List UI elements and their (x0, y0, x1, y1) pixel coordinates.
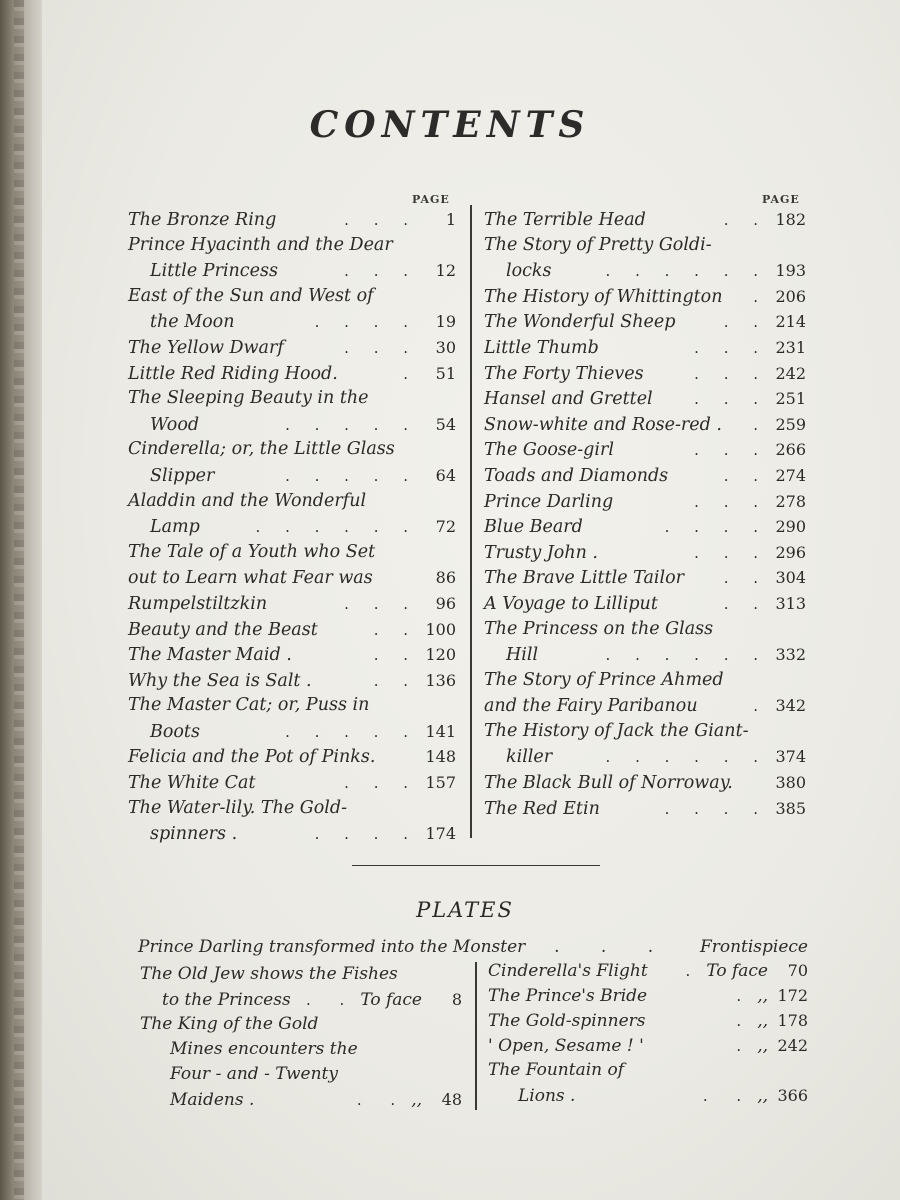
dot-leader: . . . . (314, 313, 418, 332)
toc-title-text: Blue Beard (484, 517, 583, 538)
toc-line (128, 565, 456, 591)
plate-line (140, 962, 462, 987)
dot-leader: . . . (344, 774, 418, 793)
toc-line (484, 412, 806, 438)
toc-right-entry (484, 514, 806, 540)
page-number: 64 (435, 465, 456, 485)
dot-leader: . (736, 1012, 754, 1030)
worn-binding-edge (14, 0, 24, 1200)
contents-title: CONTENTS (309, 104, 591, 146)
page-number: 278 (775, 491, 806, 511)
toc-left-entry (128, 233, 456, 284)
to-face-label: ,, (757, 1086, 768, 1106)
page-number: 332 (775, 645, 806, 665)
plate-line (488, 1083, 808, 1108)
toc-title-text: killer (506, 747, 553, 768)
dot-leader: . (753, 697, 768, 716)
page-number: 304 (775, 568, 806, 588)
page-number: 48 (441, 1090, 462, 1109)
page-number: 8 (451, 990, 462, 1009)
toc-line (128, 693, 456, 719)
plates-left-entry (140, 962, 462, 1012)
plate-line (488, 1008, 808, 1033)
toc-line (128, 284, 456, 310)
to-face-label: To face (360, 990, 422, 1010)
page-number: 172 (777, 986, 808, 1005)
dot-leader: . . . (344, 262, 418, 281)
page-number: 136 (425, 670, 456, 690)
dot-leader: . (753, 287, 768, 306)
toc-title-text: Toads and Diamonds (484, 465, 669, 486)
toc-line (128, 642, 456, 668)
toc-left-entry (128, 284, 456, 335)
toc-line (128, 412, 456, 438)
toc-title-text: The Yellow Dwarf (128, 337, 284, 358)
dot-leader: . (753, 415, 768, 434)
page-number: 19 (435, 312, 456, 332)
section-rule (352, 865, 600, 866)
dot-leader: . . (723, 211, 768, 229)
dot-leader: . . . . . . (605, 262, 768, 281)
toc-line (128, 540, 456, 566)
toc-left-entry (128, 796, 456, 847)
page-number: 100 (425, 619, 456, 639)
page-number: 54 (435, 414, 456, 434)
page-number: 182 (775, 210, 806, 229)
toc-right-entry (484, 463, 806, 489)
toc-left-entry (128, 668, 456, 694)
toc-title-text: Prince Hyacinth and the Dear (128, 234, 393, 255)
plate-line (140, 1062, 462, 1087)
toc-left-entry (128, 642, 456, 668)
toc-title-text: Lamp (150, 517, 200, 538)
page-number: 259 (775, 414, 806, 434)
toc-right-entry (484, 489, 806, 515)
dot-leader: . . (373, 620, 418, 639)
toc-title-text: The Princess on the Glass (484, 618, 714, 639)
toc-line (484, 693, 806, 719)
toc-right-entry (484, 207, 806, 233)
toc-line (484, 463, 806, 489)
toc-title-text: Little Red Riding Hood. (128, 363, 338, 384)
plate-caption-text: Mines encounters the (170, 1039, 358, 1059)
page-number: 251 (775, 389, 806, 409)
toc-title-text: out to Learn what Fear was (128, 568, 373, 589)
toc-line (484, 591, 806, 617)
toc-line (484, 770, 806, 796)
toc-line (128, 309, 456, 335)
toc-line (128, 463, 456, 489)
page-number: 290 (775, 517, 806, 537)
page-number: 30 (435, 337, 456, 357)
toc-title-text: Wood (150, 414, 200, 435)
toc-title-text: Felicia and the Pot of Pinks. (128, 747, 376, 768)
plates-right-entry (488, 1058, 808, 1108)
page-number: 193 (775, 261, 806, 281)
toc-title-text: the Moon (150, 312, 235, 333)
plate-caption-text: The King of the Gold (140, 1014, 319, 1034)
toc-title-text: Aladdin and the Wonderful (128, 490, 367, 511)
toc-right-entry (484, 309, 806, 335)
toc-title-text: The Master Maid . (128, 645, 292, 666)
toc-line (128, 821, 456, 847)
plates-right-entry (488, 983, 808, 1008)
toc-title-text: The White Cat (128, 773, 256, 794)
dot-leader: . . . (694, 543, 768, 562)
to-face-label: To face (706, 961, 768, 981)
plates-right-entry (488, 1008, 808, 1033)
plate-caption-text: Four - and - Twenty (170, 1064, 338, 1084)
toc-title-text: Cinderella; or, the Little Glass (128, 439, 395, 460)
page-number: 231 (775, 337, 806, 357)
toc-title-text: The Brave Little Tailor (484, 568, 684, 589)
toc-line (484, 207, 806, 233)
toc-title-text: The Tale of a Youth who Set (128, 541, 376, 562)
toc-title-text: Snow-white and Rose-red . (484, 414, 722, 435)
frontispiece-caption: Prince Darling transformed into the Monster (138, 937, 526, 957)
dot-leader: . . . (344, 594, 418, 613)
toc-right-entry (484, 233, 806, 284)
dot-leader: . . . (694, 390, 768, 409)
toc-title-text: The Master Cat; or, Puss in (128, 695, 370, 716)
toc-line (128, 514, 456, 540)
toc-title-text: Prince Darling (484, 491, 614, 512)
to-face-label: ,, (757, 986, 768, 1006)
toc-title-text: and the Fairy Paribanou (484, 696, 698, 717)
toc-right-entry (484, 719, 806, 770)
toc-line (484, 284, 806, 310)
toc-title-text: The Goose-girl (484, 440, 614, 461)
toc-left-entry (128, 591, 456, 617)
dot-leader: . (403, 364, 418, 383)
dot-leader: . . . . . (285, 415, 418, 434)
toc-right-entry (484, 361, 806, 387)
toc-title-text: Little Thumb (484, 337, 599, 358)
toc-left-entry (128, 693, 456, 744)
toc-title-text: Slipper (150, 465, 215, 486)
toc-title-text: The Red Etin (484, 798, 600, 819)
to-face-label: ,, (757, 1011, 768, 1031)
toc-left-entry (128, 770, 456, 796)
plate-caption-text: to the Princess (162, 990, 291, 1010)
toc-title-text: The Wonderful Sheep (484, 312, 676, 333)
plate-caption-text: Lions . (518, 1086, 576, 1106)
toc-line (128, 386, 456, 412)
toc-title-text: The Black Bull of Norroway. (484, 773, 733, 794)
toc-title-text: Little Princess (150, 261, 278, 282)
page-number: 178 (777, 1011, 808, 1030)
plates-left-column (140, 962, 462, 1112)
page-header-left: PAGE (412, 193, 450, 206)
toc-title-text: The Sleeping Beauty in the (128, 388, 369, 409)
frontispiece-label: Frontispiece (699, 937, 808, 957)
toc-title-text: East of the Sun and West of (128, 285, 374, 306)
dot-leader: . . . . . . (605, 748, 768, 767)
toc-left-entry (128, 617, 456, 643)
dot-leader: . (685, 962, 703, 980)
dot-leader: . . (306, 991, 357, 1009)
toc-title-text: The History of Whittington (484, 286, 723, 307)
toc-line (484, 489, 806, 515)
plate-line (140, 1012, 462, 1037)
plate-line (140, 1087, 462, 1112)
toc-line (128, 719, 456, 745)
plate-line (488, 983, 808, 1008)
toc-line (484, 540, 806, 566)
plates-title: PLATES (416, 898, 514, 922)
dot-leader: . . . (694, 338, 768, 357)
plates-left-entry (140, 1012, 462, 1112)
page-number: 242 (775, 363, 806, 383)
toc-line (484, 668, 806, 694)
toc-left-entry (128, 361, 456, 387)
toc-right-column (484, 207, 806, 821)
dot-leader: . (736, 987, 754, 1005)
toc-left-entry (128, 489, 456, 540)
dot-leader: . . . (694, 364, 768, 383)
toc-right-entry (484, 335, 806, 361)
toc-left-entry (128, 744, 456, 770)
toc-line (128, 617, 456, 643)
dot-leader: . . . (344, 211, 418, 229)
dot-leader: . . (373, 671, 418, 690)
toc-title-text: spinners . (150, 824, 238, 845)
toc-line (128, 668, 456, 694)
toc-title-text: The Story of Prince Ahmed (484, 669, 724, 690)
plate-line (140, 987, 462, 1012)
to-face-label: ,, (411, 1090, 422, 1110)
page-number: 366 (777, 1086, 808, 1105)
plate-caption-text: ' Open, Sesame ! ' (488, 1036, 644, 1056)
toc-left-entry (128, 207, 456, 233)
dot-leader: . . . (694, 492, 768, 511)
page-number: 380 (775, 773, 806, 793)
page-number: 157 (425, 773, 456, 793)
plate-line (140, 1037, 462, 1062)
dot-leader: . . . . (664, 799, 768, 818)
frontispiece-dots: . . . (554, 937, 672, 957)
page-number: 374 (775, 747, 806, 767)
page-number: 72 (435, 517, 456, 537)
toc-right-entry (484, 591, 806, 617)
toc-title-text: The History of Jack the Giant- (484, 720, 749, 741)
toc-line (484, 617, 806, 643)
toc-left-entry (128, 386, 456, 437)
toc-line (484, 565, 806, 591)
dot-leader: . . . . . (285, 466, 418, 485)
toc-line (484, 309, 806, 335)
page-number: 296 (775, 542, 806, 562)
toc-right-entry (484, 796, 806, 822)
toc-right-entry (484, 668, 806, 719)
page-number: 342 (775, 696, 806, 716)
page-number: 148 (425, 747, 456, 767)
page-number: 86 (435, 568, 456, 588)
toc-line (484, 258, 806, 284)
toc-left-entry (128, 540, 456, 591)
page-number: 274 (775, 465, 806, 485)
toc-line (128, 796, 456, 822)
page-header-right: PAGE (762, 193, 800, 206)
page-number: 141 (425, 721, 456, 741)
plates-column-divider (475, 962, 477, 1110)
plate-caption-text: The Prince's Bride (488, 986, 648, 1006)
page-number: 206 (775, 286, 806, 306)
dot-leader: . . (723, 594, 768, 613)
toc-title-text: The Forty Thieves (484, 363, 644, 384)
toc-line (484, 796, 806, 822)
toc-title-text: The Bronze Ring (128, 210, 277, 230)
toc-right-entry (484, 386, 806, 412)
toc-title-text: Beauty and the Beast (128, 619, 318, 640)
plate-caption-text: The Fountain of (488, 1060, 625, 1080)
toc-line (128, 335, 456, 361)
page-number: 51 (435, 363, 456, 383)
toc-right-entry (484, 565, 806, 591)
toc-title-text: The Water-lily. The Gold- (128, 797, 347, 818)
toc-line (128, 744, 456, 770)
to-face-label: ,, (757, 1036, 768, 1056)
toc-title-text: Trusty John . (484, 542, 598, 563)
toc-left-entry (128, 335, 456, 361)
toc-line (128, 207, 456, 233)
dot-leader: . . (723, 569, 768, 588)
plate-line (488, 1058, 808, 1083)
toc-line (128, 770, 456, 796)
plate-caption-text: The Gold-spinners (488, 1011, 646, 1031)
page-number: 266 (775, 440, 806, 460)
toc-title-text: Why the Sea is Salt . (128, 670, 312, 691)
toc-left-column (128, 207, 456, 847)
plates-right-column (488, 958, 808, 1108)
toc-line (128, 233, 456, 259)
toc-title-text: The Story of Pretty Goldi- (484, 234, 712, 255)
toc-title-text: Hill (506, 645, 539, 666)
toc-right-entry (484, 540, 806, 566)
page-number: 120 (425, 645, 456, 665)
dot-leader: . . (356, 1091, 408, 1109)
plate-line (488, 1033, 808, 1058)
plate-caption-text: Cinderella's Flight (488, 961, 648, 981)
dot-leader: . . . (344, 338, 418, 357)
dot-leader: . . (723, 466, 768, 485)
toc-left-entry (128, 437, 456, 488)
toc-line (484, 386, 806, 412)
plates-right-entry (488, 1033, 808, 1058)
toc-right-entry (484, 437, 806, 463)
plate-caption-text: Maidens . (170, 1090, 255, 1110)
toc-line (128, 258, 456, 284)
toc-line (128, 489, 456, 515)
toc-line (128, 437, 456, 463)
page-number: 174 (425, 824, 456, 844)
dot-leader: . . . . (314, 825, 418, 844)
toc-right-entry (484, 412, 806, 438)
dot-leader: . . . . (664, 518, 768, 537)
page-number: 385 (775, 798, 806, 818)
dot-leader: . . . (694, 441, 768, 460)
dot-leader: . (736, 1037, 754, 1055)
plate-caption-text: The Old Jew shows the Fishes (140, 964, 398, 984)
toc-line (128, 361, 456, 387)
toc-line (484, 719, 806, 745)
toc-line (484, 335, 806, 361)
page-number: 1 (445, 210, 456, 229)
page-number: 242 (777, 1036, 808, 1055)
toc-line (484, 514, 806, 540)
dot-leader: . . . . . . (255, 518, 418, 537)
dot-leader: . . (373, 646, 418, 665)
toc-column-divider (470, 205, 472, 838)
toc-title-text: Hansel and Grettel (484, 389, 653, 410)
page-number: 70 (787, 961, 808, 980)
dot-leader: . . . . . . (605, 646, 768, 665)
page-number: 214 (775, 312, 806, 332)
dot-leader: . . . . . (285, 722, 418, 741)
toc-right-entry (484, 617, 806, 668)
dot-leader: . . (702, 1087, 754, 1105)
toc-title-text: locks (506, 261, 552, 282)
toc-line (484, 437, 806, 463)
toc-line (484, 642, 806, 668)
toc-right-entry (484, 770, 806, 796)
toc-line (484, 744, 806, 770)
toc-line (484, 233, 806, 259)
page-number: 96 (435, 593, 456, 613)
toc-line (128, 591, 456, 617)
frontispiece-entry (138, 935, 808, 960)
toc-title-text: A Voyage to Lilliput (484, 593, 658, 614)
toc-line (484, 361, 806, 387)
toc-title-text: The Terrible Head (484, 210, 646, 230)
dot-leader: . . (723, 313, 768, 332)
page-number: 12 (435, 261, 456, 281)
toc-title-text: Rumpelstiltzkin (128, 593, 268, 614)
page-number: 313 (775, 593, 806, 613)
plates-right-entry (488, 958, 808, 983)
plate-line (488, 958, 808, 983)
toc-title-text: Boots (150, 721, 200, 742)
toc-right-entry (484, 284, 806, 310)
